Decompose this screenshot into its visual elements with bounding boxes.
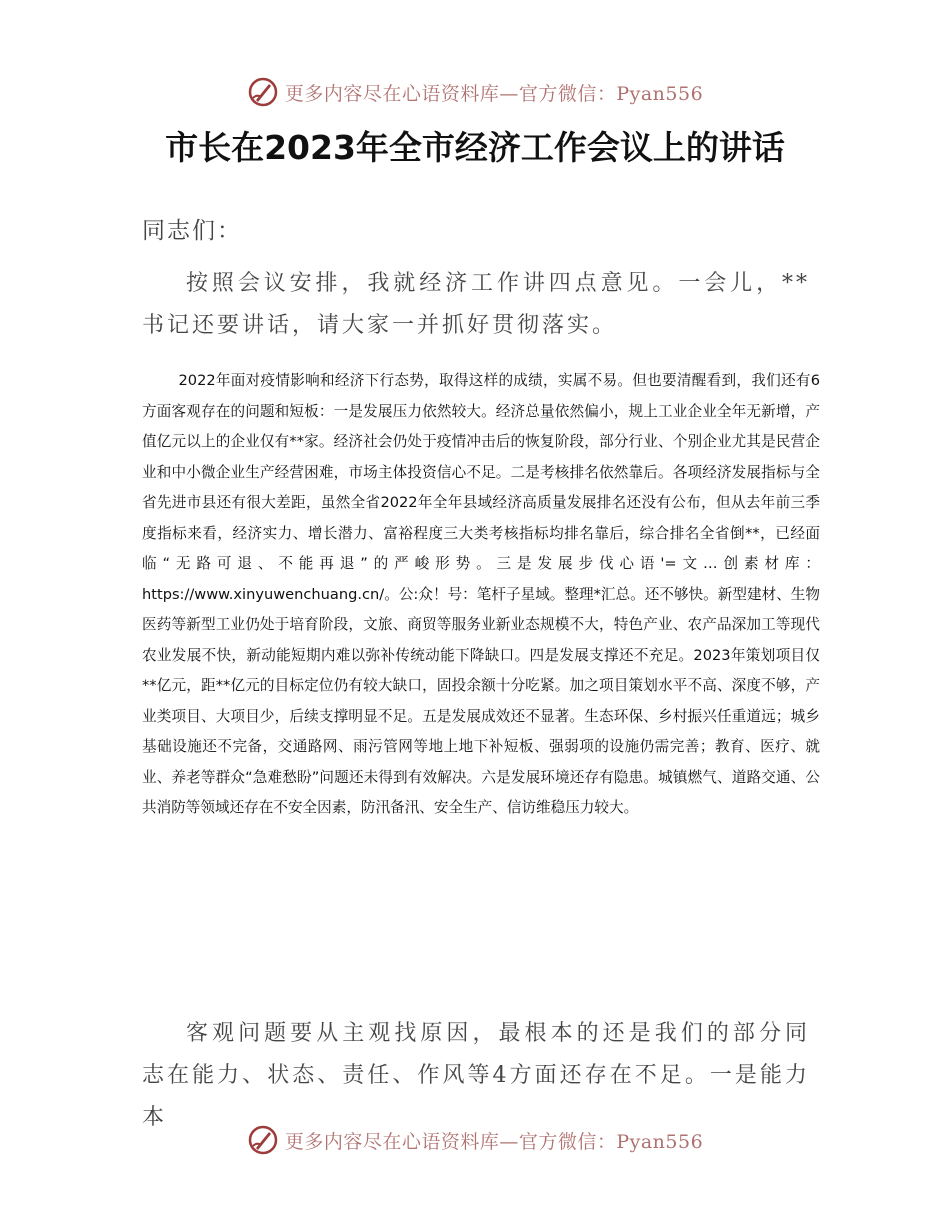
quill-seal-icon xyxy=(247,1124,279,1156)
paragraph-intro: 按照会议安排，我就经济工作讲四点意见。一会儿，**书记还要讲话，请大家一并抓好贯彻落实。 xyxy=(142,271,810,338)
salutation: 同志们： xyxy=(142,218,242,244)
footer-watermark-banner xyxy=(0,1120,950,1160)
header-watermark-text: 更多内容尽在心语资料库—官方微信：Pyan556 xyxy=(284,82,704,105)
quill-seal-icon xyxy=(247,76,279,108)
document-title: 市长在2023年全市经济工作会议上的讲话 xyxy=(165,128,785,167)
footer-watermark-text: 更多内容尽在心语资料库—官方微信：Pyan556 xyxy=(284,1130,704,1153)
header-watermark-banner xyxy=(0,72,950,112)
paragraph-main: 2022年面对疫情影响和经济下行态势，取得这样的成绩，实属不易。但也要清醒看到，我们还有6方面客观存在的问题和短板：一是发展压力依然较大。经济总量依然偏小，规上工业企业全年无新增，产值亿元以上的企业仅有**家。经济社会仍处于疫情冲击后的恢复阶段，部分行业、个别企业尤其是民营企业和中小微企业生产经营困难，市场主体投资信心不足。二是考核排名依然靠后。各项经济发展指标与全省先进市县还有很大差距，虽然全省2022年全年县域经济高质量发展排名还没有公布，但从去年前三季度指标来看，经济实力、增长潜力、富裕程度三大类考核指标均排名靠后，综合排名全省倒**，已经面临“无路可退、不能再退”的严峻形势。三是发展步伐心语'=文…创素材库：https://www.xinyuwenchuang.cn/。公:众！号：笔杆子星域。整理*汇总。还不够快。新型建材、生物医药等新型工业仍处于培育阶段，文旅、商贸等服务业新业态规模不大，特色产业、农产品深加工等现代农业发展不快，新动能短期内难以弥补传统动能下降缺口。四是发展支撑还不充足。2023年策划项目仅**亿元，距**亿元的目标定位仍有较大缺口，固投余额十分吃紧。加之项目策划水平不高、深度不够，产业类项目、大项目少，后续支撑明显不足。五是发展成效还不显著。生态环保、乡村振兴任重道远；城乡基础设施还不完备，交通路网、雨污管网等地上地下补短板、强弱项的设施仍需完善；教育、医疗、就业、养老等群众“急难愁盼”问题还未得到有效解决。六是发展环境还存有隐患。城镇燃气、道路交通、公共消防等领域还存在不安全因素，防汛备汛、安全生产、信访维稳压力较大。 xyxy=(142,372,820,816)
paragraph-causes: 客观问题要从主观找原因，最根本的还是我们的部分同志在能力、状态、责任、作风等4方面还存在不足。一是能力本 xyxy=(142,1021,810,1130)
